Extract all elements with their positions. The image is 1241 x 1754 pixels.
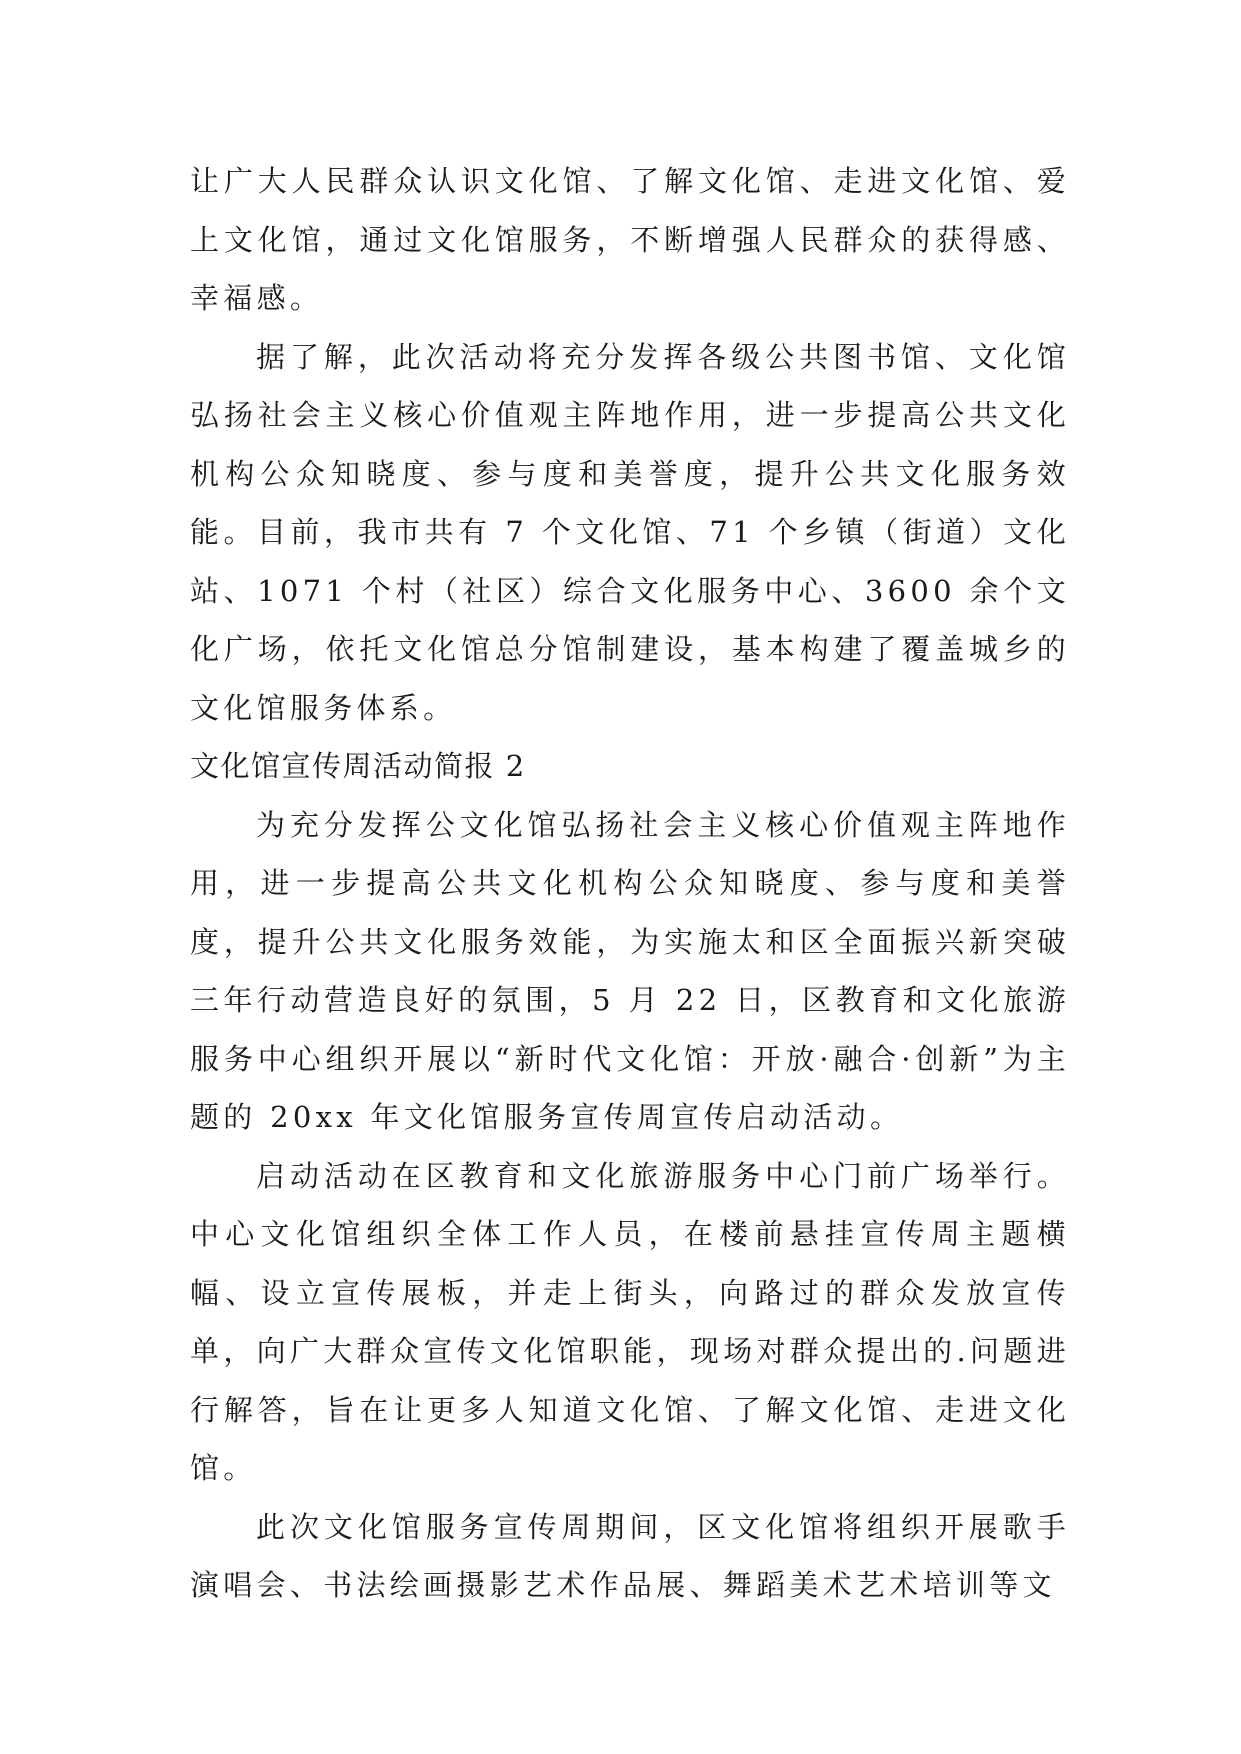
body-paragraph: 让广大人民群众认识文化馆、了解文化馆、走进文化馆、爱上文化馆，通过文化馆服务，不断增强人民群众的获得感、幸福感。 <box>190 164 1070 315</box>
body-paragraph: 此次文化馆服务宣传周期间，区文化馆将组织开展歌手演唱会、书法绘画摄影艺术作品展、舞蹈美术艺术培训等文 <box>190 1509 1070 1602</box>
section-heading: 文化馆宣传周活动简报 2 <box>190 749 526 783</box>
body-paragraph: 据了解，此次活动将充分发挥各级公共图书馆、文化馆弘扬社会主义核心价值观主阵地作用，进一步提高公共文化机构公众知晓度、参与度和美誉度，提升公共文化服务效能。目前，我市共有 7 个文化馆、71 个乡镇（街道）文化站、1071 个村（社区）综合文化服务中心、3600 余个文化广场，依托文化馆总分馆制建设，基本构建了覆盖城乡的文化馆服务体系。 <box>190 339 1070 725</box>
body-paragraph: 启动活动在区教育和文化旅游服务中心门前广场举行。中心文化馆组织全体工作人员，在楼前悬挂宣传周主题横幅、设立宣传展板，并走上街头，向路过的群众发放宣传单，向广大群众宣传文化馆职能，现场对群众提出的.问题进行解答，旨在让更多人知道文化馆、了解文化馆、走进文化馆。 <box>190 1158 1070 1485</box>
body-paragraph: 为充分发挥公文化馆弘扬社会主义核心价值观主阵地作用，进一步提高公共文化机构公众知晓度、参与度和美誉度，提升公共文化服务效能，为实施太和区全面振兴新突破三年行动营造良好的氛围，5 月 22 日，区教育和文化旅游服务中心组织开展以“新时代文化馆：开放·融合·创新”为主题的 20xx 年文化馆服务宣传周宣传启动活动。 <box>190 807 1070 1134</box>
document-body <box>190 152 1070 1615</box>
